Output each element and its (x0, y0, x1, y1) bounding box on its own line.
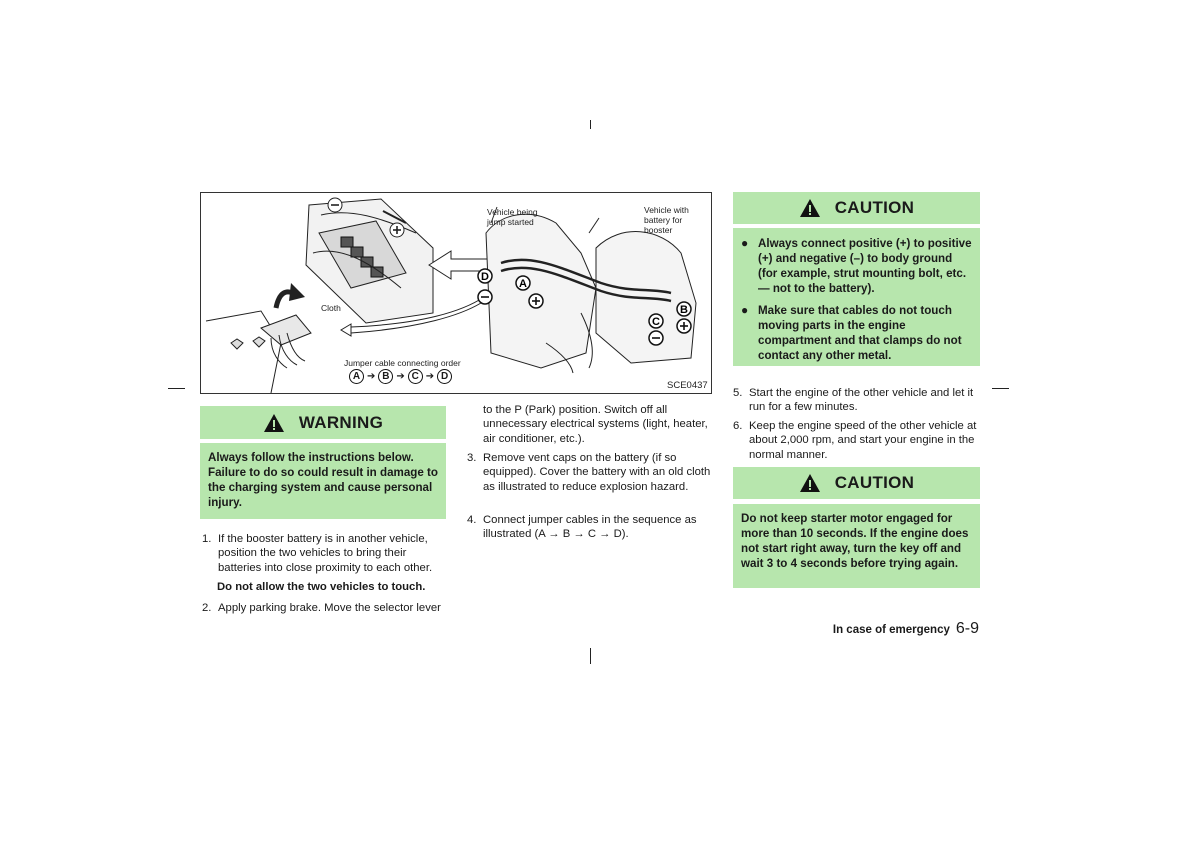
step-number: 4. (467, 514, 477, 526)
step-4 (467, 513, 714, 545)
step-3 (467, 451, 714, 507)
warning-body: Always follow the instructions below. Failure to do so could result in damage to the charging system and cause personal injury. (200, 443, 446, 519)
step-text: Keep the engine speed of the other vehicle at about 2,000 rpm, and start your engine in the normal manner. (749, 420, 977, 461)
crop-mark-right (992, 388, 1009, 389)
svg-text:C: C (652, 316, 660, 328)
step-number: 3. (467, 452, 477, 464)
order-arrow-3: ➔ (425, 371, 435, 382)
caution-2-header (733, 467, 980, 499)
step-5 (733, 386, 982, 416)
step-1-note: Do not allow the two vehicles to touch. (217, 581, 426, 593)
footer-section-title: In case of emergency (832, 624, 950, 636)
order-arrow-2: ➔ (396, 371, 405, 382)
step-2 (202, 601, 448, 617)
order-item-c: C (408, 369, 423, 384)
figure-code: SCE0437 (667, 380, 708, 391)
bullet-text: Make sure that cables do not touch moving parts in the engine compartment and that clamps do not contact any other metal. (758, 304, 962, 362)
step-text: If the booster battery is in another vehicle, position the two vehicles to bring their batteries into close proximity to each other. (218, 533, 433, 574)
step-number: 2. (202, 602, 212, 614)
label-order-caption: Jumper cable connecting order (344, 358, 461, 368)
step-2-continuation: to the P (Park) position. Switch off all unnecessary electrical systems (light, heater, air conditioner, etc.). (483, 404, 708, 445)
caution-1-bullet-1 (733, 236, 980, 298)
svg-text:A: A (519, 278, 527, 290)
label-vehicle-jump: Vehicle being jump started (487, 207, 538, 227)
crop-mark-bottom (590, 648, 591, 664)
label-cloth: Cloth (321, 303, 341, 313)
caution-1-body (733, 228, 980, 366)
step-number: 5. (733, 387, 743, 399)
caution-1-header (733, 192, 980, 224)
caution-1-title: CAUTION (834, 198, 915, 217)
warning-triangle-icon (263, 413, 285, 433)
jump-start-illustration (200, 192, 712, 394)
caution-2-title: CAUTION (834, 473, 915, 492)
order-arrow-1: ➔ (367, 371, 376, 382)
warning-header (200, 406, 446, 439)
order-item-a: A (349, 369, 364, 384)
step-number: 6. (733, 420, 743, 432)
crop-mark-left (168, 388, 185, 389)
step-text: Connect jumper cables in the sequence as illustrated (A → B → C → D). (483, 514, 697, 541)
step-number: 1. (202, 533, 212, 545)
caution-2-body: Do not keep starter motor engaged for more than 10 seconds. If the engine does not start right away, turn the key off and wait 3 to 4 seconds before trying again. (733, 504, 980, 588)
warning-title: WARNING (298, 412, 384, 432)
label-vehicle-booster: Vehicle with battery for booster (644, 205, 689, 235)
order-item-d: D (437, 369, 452, 384)
caution-1-bullet-2 (733, 303, 980, 365)
step-1 (202, 532, 448, 578)
order-item-b: B (378, 369, 393, 384)
step-text: Start the engine of the other vehicle and let it run for a few minutes. (749, 387, 974, 414)
caution-triangle-icon (799, 473, 821, 493)
bullet-dot: ● (741, 303, 749, 317)
svg-text:D: D (481, 271, 489, 283)
step-text: Apply parking brake. Move the selector lever (218, 602, 441, 614)
bullet-text: Always connect positive (+) to positive (+) and negative (–) to body ground (for example, strut mounting bolt, etc. — not to the battery). (758, 237, 972, 295)
order-sequence (349, 369, 452, 384)
caution-triangle-icon (799, 198, 821, 218)
crop-mark-top (590, 120, 591, 129)
page-number: 6-9 (955, 620, 979, 637)
page-footer (833, 620, 979, 638)
step-text: Remove vent caps on the battery (if so equipped). Cover the battery with an old cloth as illustrated to reduce explosion hazard. (483, 452, 711, 493)
step-6 (733, 419, 982, 463)
bullet-dot: ● (741, 236, 749, 250)
svg-text:B: B (680, 304, 688, 316)
